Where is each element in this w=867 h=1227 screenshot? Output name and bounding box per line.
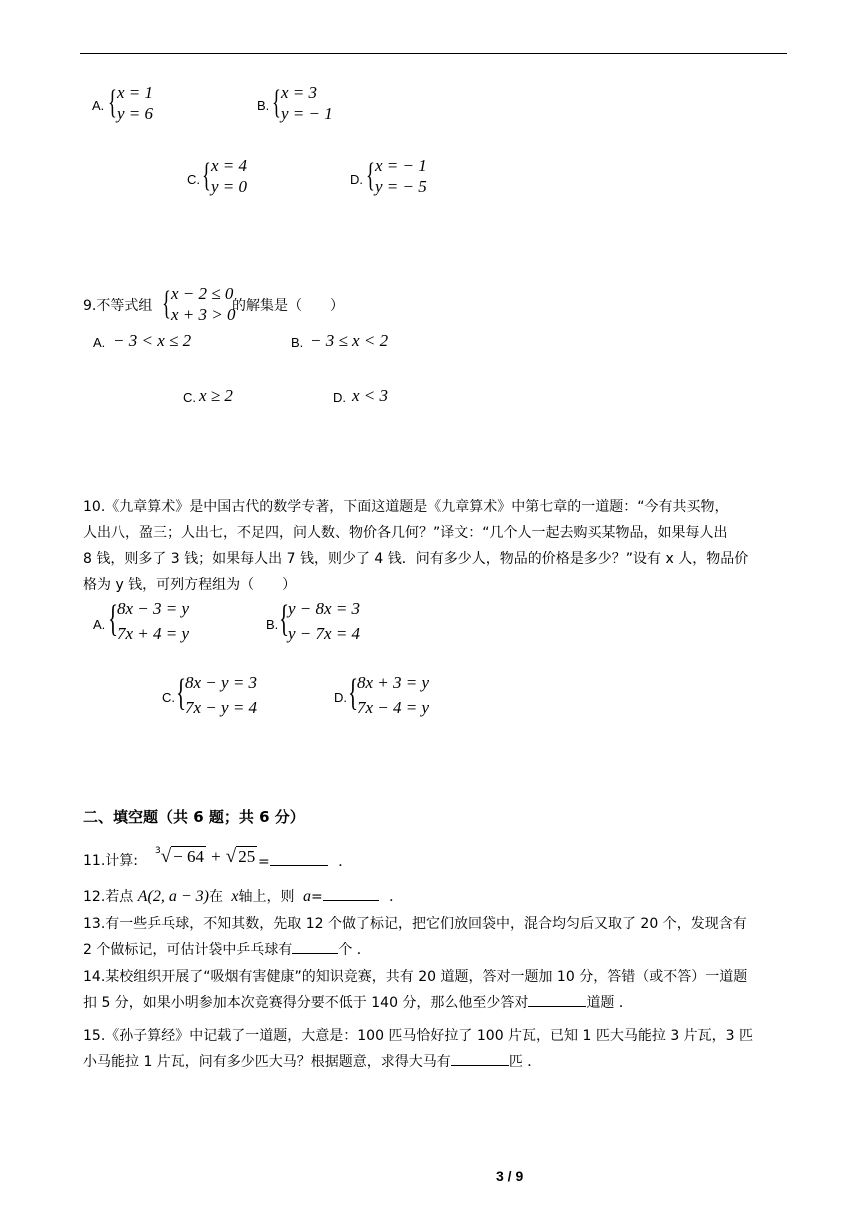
q10-option-b-label: B.	[266, 617, 279, 632]
q9-option-d-label: D.	[333, 390, 346, 405]
q8-option-c-system[interactable]	[202, 156, 262, 198]
equation: y = − 5	[375, 177, 427, 196]
q10-option-a-system[interactable]	[108, 599, 198, 645]
q11-end: ．	[338, 854, 353, 870]
equation: x = 4	[211, 156, 248, 175]
q10-option-a-label: A.	[93, 617, 106, 632]
q10-option-d-system[interactable]	[348, 673, 438, 719]
q10-line: 8 钱，则多了 3 钱；如果每人出 7 钱，则少了 4 钱．问有多少人，物品的价格是多少？”设有 x 人，物品价	[83, 551, 749, 567]
q12-var: a	[302, 888, 311, 905]
equation: y = − 1	[281, 104, 333, 123]
equation: 8x − 3 = y	[117, 599, 190, 618]
q9-option-b[interactable]: − 3 ≤ x < 2	[310, 331, 389, 350]
q10-option-c-label: C.	[162, 690, 175, 705]
square-root-body: 25	[238, 847, 256, 866]
brace-icon: {	[272, 84, 281, 121]
q8-option-d-system[interactable]	[366, 156, 446, 198]
brace-icon: {	[108, 598, 119, 640]
equation: 7x + 4 = y	[117, 624, 190, 643]
q15-text: 小马能拉 1 片瓦，问有多少匹大马？根据题意，求得大马有	[83, 1054, 451, 1070]
q8-option-b-system[interactable]	[272, 83, 352, 125]
q8-option-b-label: B.	[257, 98, 270, 113]
q9-option-d[interactable]: x < 3	[352, 386, 389, 405]
page-number: 3 / 9	[496, 1168, 524, 1184]
brace-icon: {	[176, 672, 187, 714]
q14-line: 14.某校组织开展了“吸烟有害健康”的知识竞赛，共有 20 道题，答对一题加 10 分，答错（或不答）一道题	[83, 969, 748, 985]
cube-root-body: − 64	[173, 847, 205, 866]
q8-option-c-label: C.	[187, 172, 200, 187]
equation: 7x − y = 4	[185, 698, 258, 717]
q9-option-a[interactable]: − 3 < x ≤ 2	[113, 331, 192, 350]
equation: 7x − 4 = y	[357, 698, 430, 717]
equation: y = 6	[117, 104, 154, 123]
q8-option-d-label: D.	[350, 172, 363, 187]
q10-stem	[83, 494, 787, 598]
q14-text: 扣 5 分，如果小明参加本次竞赛得分要不低于 140 分，那么他至少答对	[83, 995, 529, 1011]
brace-icon: {	[202, 157, 211, 194]
q13	[83, 911, 787, 963]
q10-option-d-label: D.	[334, 690, 347, 705]
q12-prefix: 12.若点	[83, 889, 134, 905]
q9-option-b-label: B.	[291, 335, 304, 350]
q13-line: 13.有一些乒乓球，不知其数，先取 12 个做了标记，把它们放回袋中，混合均匀后又取了 20 个，发现含有	[83, 916, 747, 932]
q9-option-c-label: C.	[183, 390, 196, 405]
q8-option-a-label: A.	[92, 98, 105, 113]
equation: x = − 1	[375, 156, 427, 175]
equals-sign: =	[258, 854, 270, 870]
q15	[83, 1023, 787, 1075]
q10-line: 人出八，盈三；人出七，不足四，问人数、物价各几何？”译文：“几个人一起去购买某物品，如果每人出	[83, 525, 728, 541]
q12-axis: x	[231, 888, 239, 905]
answer-blank[interactable]	[451, 1053, 509, 1066]
q12-end: ．	[389, 889, 404, 905]
q13-line	[83, 937, 787, 963]
q8-option-a-system[interactable]	[108, 83, 168, 125]
q9-prefix: 9.不等式组	[83, 298, 153, 314]
equation: x − 2 ≤ 0	[171, 284, 234, 303]
q9-system	[162, 284, 237, 326]
brace-icon: {	[162, 285, 171, 322]
brace-icon: {	[348, 672, 359, 714]
q14-end: 道题 ．	[586, 995, 633, 1011]
q12-mid2: 轴上，则	[238, 889, 295, 905]
q10-option-b-system[interactable]	[279, 599, 369, 645]
q13-end: 个 ．	[338, 942, 371, 958]
equation: 8x − y = 3	[185, 673, 258, 692]
q11-expression	[155, 846, 257, 868]
q11-answer	[258, 853, 352, 870]
q11-prefix: 11.计算:	[83, 853, 138, 869]
brace-icon: {	[108, 84, 117, 121]
brace-icon: {	[279, 598, 290, 640]
q12-line	[83, 888, 403, 905]
header-rule	[80, 53, 787, 54]
q14-line	[83, 990, 787, 1016]
q10-option-c-system[interactable]	[176, 673, 266, 719]
equation: y = 0	[211, 177, 248, 196]
q15-end: 匹 ．	[508, 1054, 542, 1070]
q10-line: 格为 y 钱，可列方程组为（ ）	[83, 577, 297, 593]
equation: x + 3 > 0	[171, 305, 236, 324]
q15-line	[83, 1049, 787, 1075]
brace-icon: {	[366, 157, 375, 194]
cube-root-index: 3	[155, 846, 161, 856]
equation: y − 7x = 4	[288, 624, 361, 643]
q14	[83, 964, 787, 1016]
q10-line: 10.《九章算术》是中国古代的数学专著，下面这道题是《九章算术》中第七章的一道题：“今有共买物，	[83, 499, 729, 515]
q9-option-c[interactable]: x ≥ 2	[199, 386, 233, 405]
equation: x = 3	[281, 83, 318, 102]
radical-icon: √	[225, 846, 237, 867]
equals-sign: =	[310, 889, 323, 905]
equation: y − 8x = 3	[288, 599, 361, 618]
q12-mid: 在	[208, 889, 223, 905]
answer-blank[interactable]	[528, 994, 586, 1007]
q12-point: A(2, a − 3)	[137, 888, 209, 905]
answer-blank[interactable]	[270, 853, 328, 866]
equation: 8x + 3 = y	[357, 673, 430, 692]
q9-option-a-label: A.	[93, 335, 106, 350]
plus-sign: +	[211, 847, 221, 866]
q13-text: 2 个做标记，可估计袋中乒乓球有	[83, 942, 293, 958]
q9-suffix: 的解集是（ ）	[232, 298, 344, 314]
q15-line: 15.《孙子算经》中记载了一道题，大意是：100 匹马恰好拉了 100 片瓦，已知 1 匹大马能拉 3 片瓦，3 匹	[83, 1028, 754, 1044]
equation: x = 1	[117, 83, 154, 102]
radical-icon: √	[160, 846, 172, 867]
answer-blank[interactable]	[292, 941, 338, 954]
answer-blank[interactable]	[323, 888, 379, 901]
section-title: 二、填空题（共 6 题；共 6 分）	[83, 808, 305, 826]
